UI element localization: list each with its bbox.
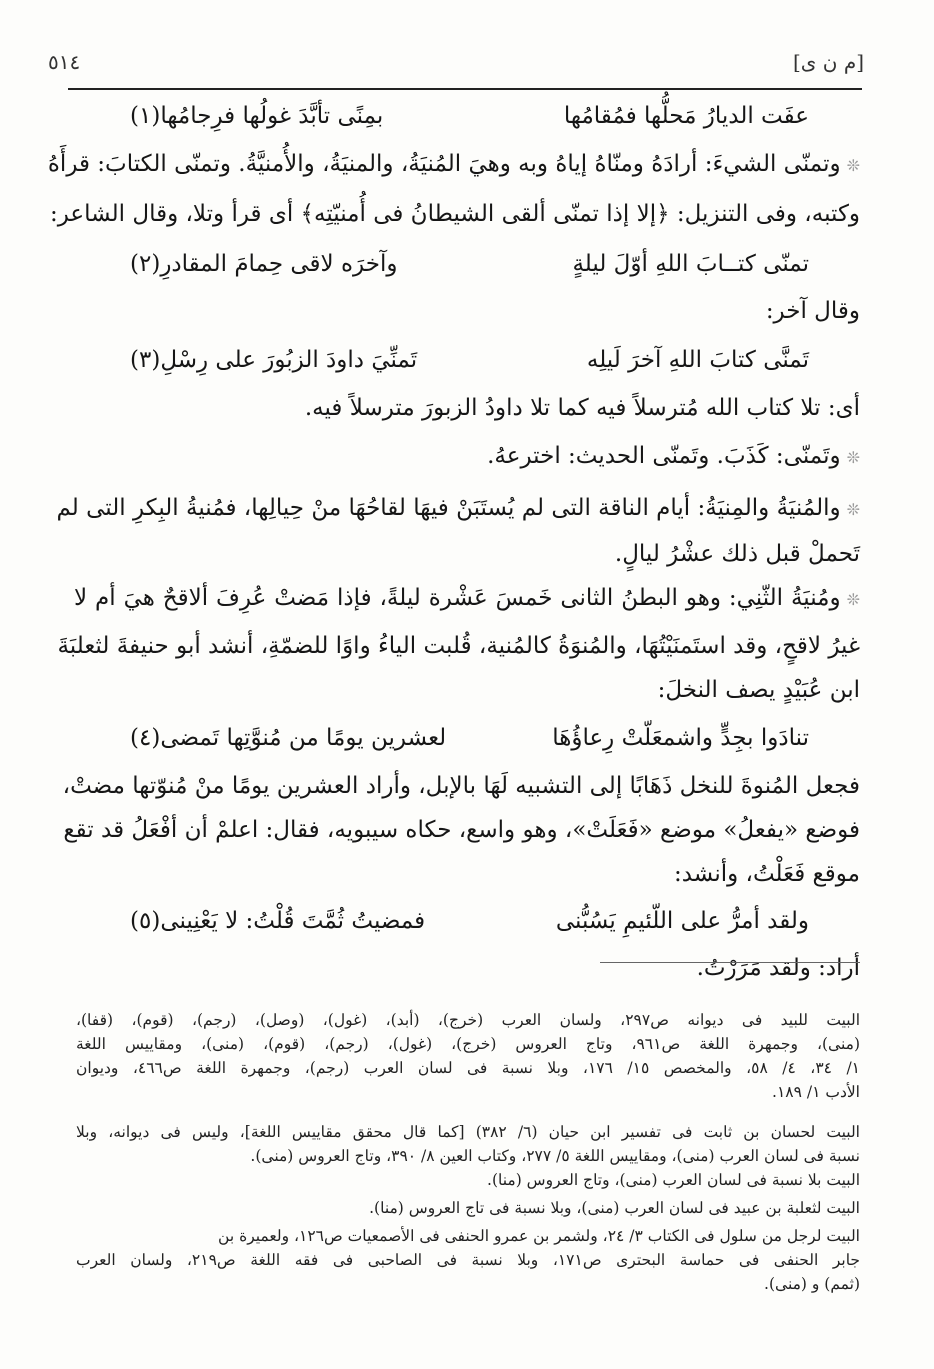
verse-hemistich-second: لعشرين يومًا من مُنوَّتِها تَمضى(٤)	[130, 725, 447, 751]
text-line-content: أراد: ولقد مَرَرْتُ.	[696, 955, 860, 981]
text-line	[74, 856, 860, 892]
text-line-content: أى: تلا كتاب الله مُترسلاً فيه كما تلا داودُ الزبورَ مترسلاً فيه.	[304, 395, 860, 421]
text-line-content: ومُنيَةُ الثّنِي: وهو البطنُ الثانى خَمسَ عَشْرة ليلةً، فإذا مَضتْ عُرِفَ ألاقحٌ هيَ أم لا	[74, 585, 841, 611]
text-line-content: وتَمنّى: كَذَبَ. وتَمنّى الحديث: اخترعهُ.	[487, 443, 841, 469]
verse-hemistich-first: تمنّى كتــابَ اللهِ أوّلَ ليلةٍ	[572, 251, 809, 277]
verse-hemistich-first: ولقد أمرُّ على اللّئيمِ يَسُبُّنى	[555, 908, 809, 934]
footnote-line: البيت لرجل من سلول فى الكتاب ٣/ ٢٤، ولشمر بن عمرو الحنفى فى الأصمعيات ص١٢٦، ولعميرة بن	[218, 1227, 860, 1245]
entry-star-icon: ❊	[846, 156, 860, 175]
text-line-content: وقال آخر:	[765, 298, 860, 324]
text-line	[62, 768, 860, 804]
verse-hemistich-second: تَمنِّيَ داودَ الزبُورَ على رِسْلِ(٣)	[130, 347, 418, 373]
text-line	[74, 438, 860, 476]
footnote-line: الأدب ١/ ١٨٩.	[772, 1083, 860, 1101]
text-line-content: ابن عُبَيْدٍ يصف النخلَ:	[657, 677, 860, 703]
footnote-line: ١/ ٣٤، ٤/ ٥٨، والمخصص ١٥/ ١٧٦، وبلا نسبة فى لسان العرب (رجم)، وجمهرة اللغة ص٤٦٦، وديوان	[76, 1059, 860, 1077]
footnote-separator	[600, 962, 860, 963]
entry-star-icon: ❊	[846, 590, 860, 609]
text-line-content: وكتبه، وفى التنزيل: ﴿إلا إذا تمنّى ألقى الشيطانُ فى أُمنيّتِه﴾ أى قرأ وتلا، وقال الشاعر:	[49, 201, 860, 227]
text-line	[74, 536, 860, 572]
footnote-line: (منى)، وجمهرة اللغة ص٩٦١، وتاج العروس (خرج)، (غول)، (رجم)، (قوم)، (منى)، ومقاييس اللغة	[76, 1035, 861, 1053]
text-line	[74, 580, 860, 618]
header-rule	[68, 88, 862, 90]
verse-hemistich-first: تنادَوا بجِدٍّ واشمعَلّتْ رِعاؤُهَا	[552, 725, 809, 751]
text-line	[63, 812, 860, 848]
text-line	[74, 293, 860, 329]
text-line	[47, 146, 860, 184]
text-line-content: وتمنّى الشيءَ: أرادَهُ ومنّاهُ إياهُ وبه وهيَ المُنيَةُ، والمنيَةُ، والأُمنيَّةُ. وتمنّى الكتابَ: قرأَهُ	[47, 151, 841, 177]
verse-hemistich-first: تَمنَّى كتابَ اللهِ آخرَ لَيلِه	[586, 347, 809, 373]
footnote-line: البيت للبيد فى ديوانه ص٢٩٧، ولسان العرب (خرج)، (أبد)، (غول)، (وصل)، (رجم)، (قوم)، (قفا)،	[76, 1011, 860, 1029]
text-line	[74, 390, 860, 426]
footnote-line: البيت بلا نسبة فى لسان العرب (منى)، وتاج العروس (منا).	[487, 1171, 860, 1189]
text-line-content: فوضع «يفعلُ» موضع «فَعَلَتْ»، وهو واسع، حكاه سيبويه، فقال: اعلمْ أن أفْعَلُ قد تقع	[63, 817, 860, 843]
text-line-content: موقع فَعَلْتُ، وأنشد:	[673, 861, 860, 887]
text-line	[74, 950, 860, 986]
text-line	[49, 196, 860, 232]
footnote-line: (ثمم) و (منى).	[764, 1275, 860, 1293]
entry-star-icon: ❊	[846, 500, 860, 519]
text-line	[74, 672, 860, 708]
text-line-content: غيرُ لاقحٍ، وقد استَمنَيْتُهَا، والمُنوَةُ كالمُنية، قُلبت الياءُ واوًا للضمّةِ، أنشد أبو حنيفةَ لثعلبَةَ	[57, 633, 860, 659]
text-line-content: والمُنيَةُ والمِنيَةُ: أيام الناقة التى لم يُستَبَنْ فيهَا لقاحُهَا منْ حِيالِها، فمُنيةُ البِكرِ التى لم	[56, 495, 841, 521]
entry-star-icon: ❊	[846, 448, 860, 467]
footnote-line: البيت لحسان بن ثابت فى تفسير ابن حيان (٦/ ٣٨٢) [كما قال محقق مقاييس اللغة]، وليس فى ديوانه، وبلا	[76, 1123, 860, 1141]
footnote-line: البيت لثعلبة بن عبيد فى لسان العرب (منى)، وبلا نسبة فى تاج العروس (منا).	[369, 1199, 860, 1217]
footnote-line: نسبة فى لسان العرب (منى)، ومقاييس اللغة ٥/ ٢٧٧، وكتاب العين ٨/ ٣٩٠، وتاج العروس (منى).	[250, 1147, 860, 1165]
text-line-content: تَحملْ قبل ذلك عشْرُ ليالٍ.	[614, 541, 860, 567]
text-line	[57, 628, 860, 664]
text-line	[56, 490, 860, 528]
page-number: ٥١٤	[48, 50, 81, 74]
footnote-line: جابر الحنفى فى حماسة البحترى ص١٧١، وبلا نسبة فى الصاحبى فى فقه اللغة ص٢١٩، ولسان العرب	[76, 1251, 860, 1269]
verse-hemistich-second: وآخرَه لاقى حِمامَ المقادرِ(٢)	[130, 251, 398, 277]
text-line-content: فجعل المُنوةَ للنخل ذَهَابًا إلى التشبيه لَهَا بالإبل، وأراد العشرين يومًا منْ مُنوّتها مضتْ،	[62, 773, 860, 799]
entry-header: [م ن ى]	[792, 50, 864, 74]
verse-hemistich-second: بمِنًى تأبَّدَ غولُها فرِجامُها(١)	[130, 103, 384, 129]
verse-hemistich-second: فمضيتُ ثُمَّتَ قُلْتُ: لا يَعْنِينى(٥)	[130, 908, 426, 934]
verse-hemistich-first: عفَت الديارُ مَحلُّها فمُقامُها	[563, 103, 809, 129]
